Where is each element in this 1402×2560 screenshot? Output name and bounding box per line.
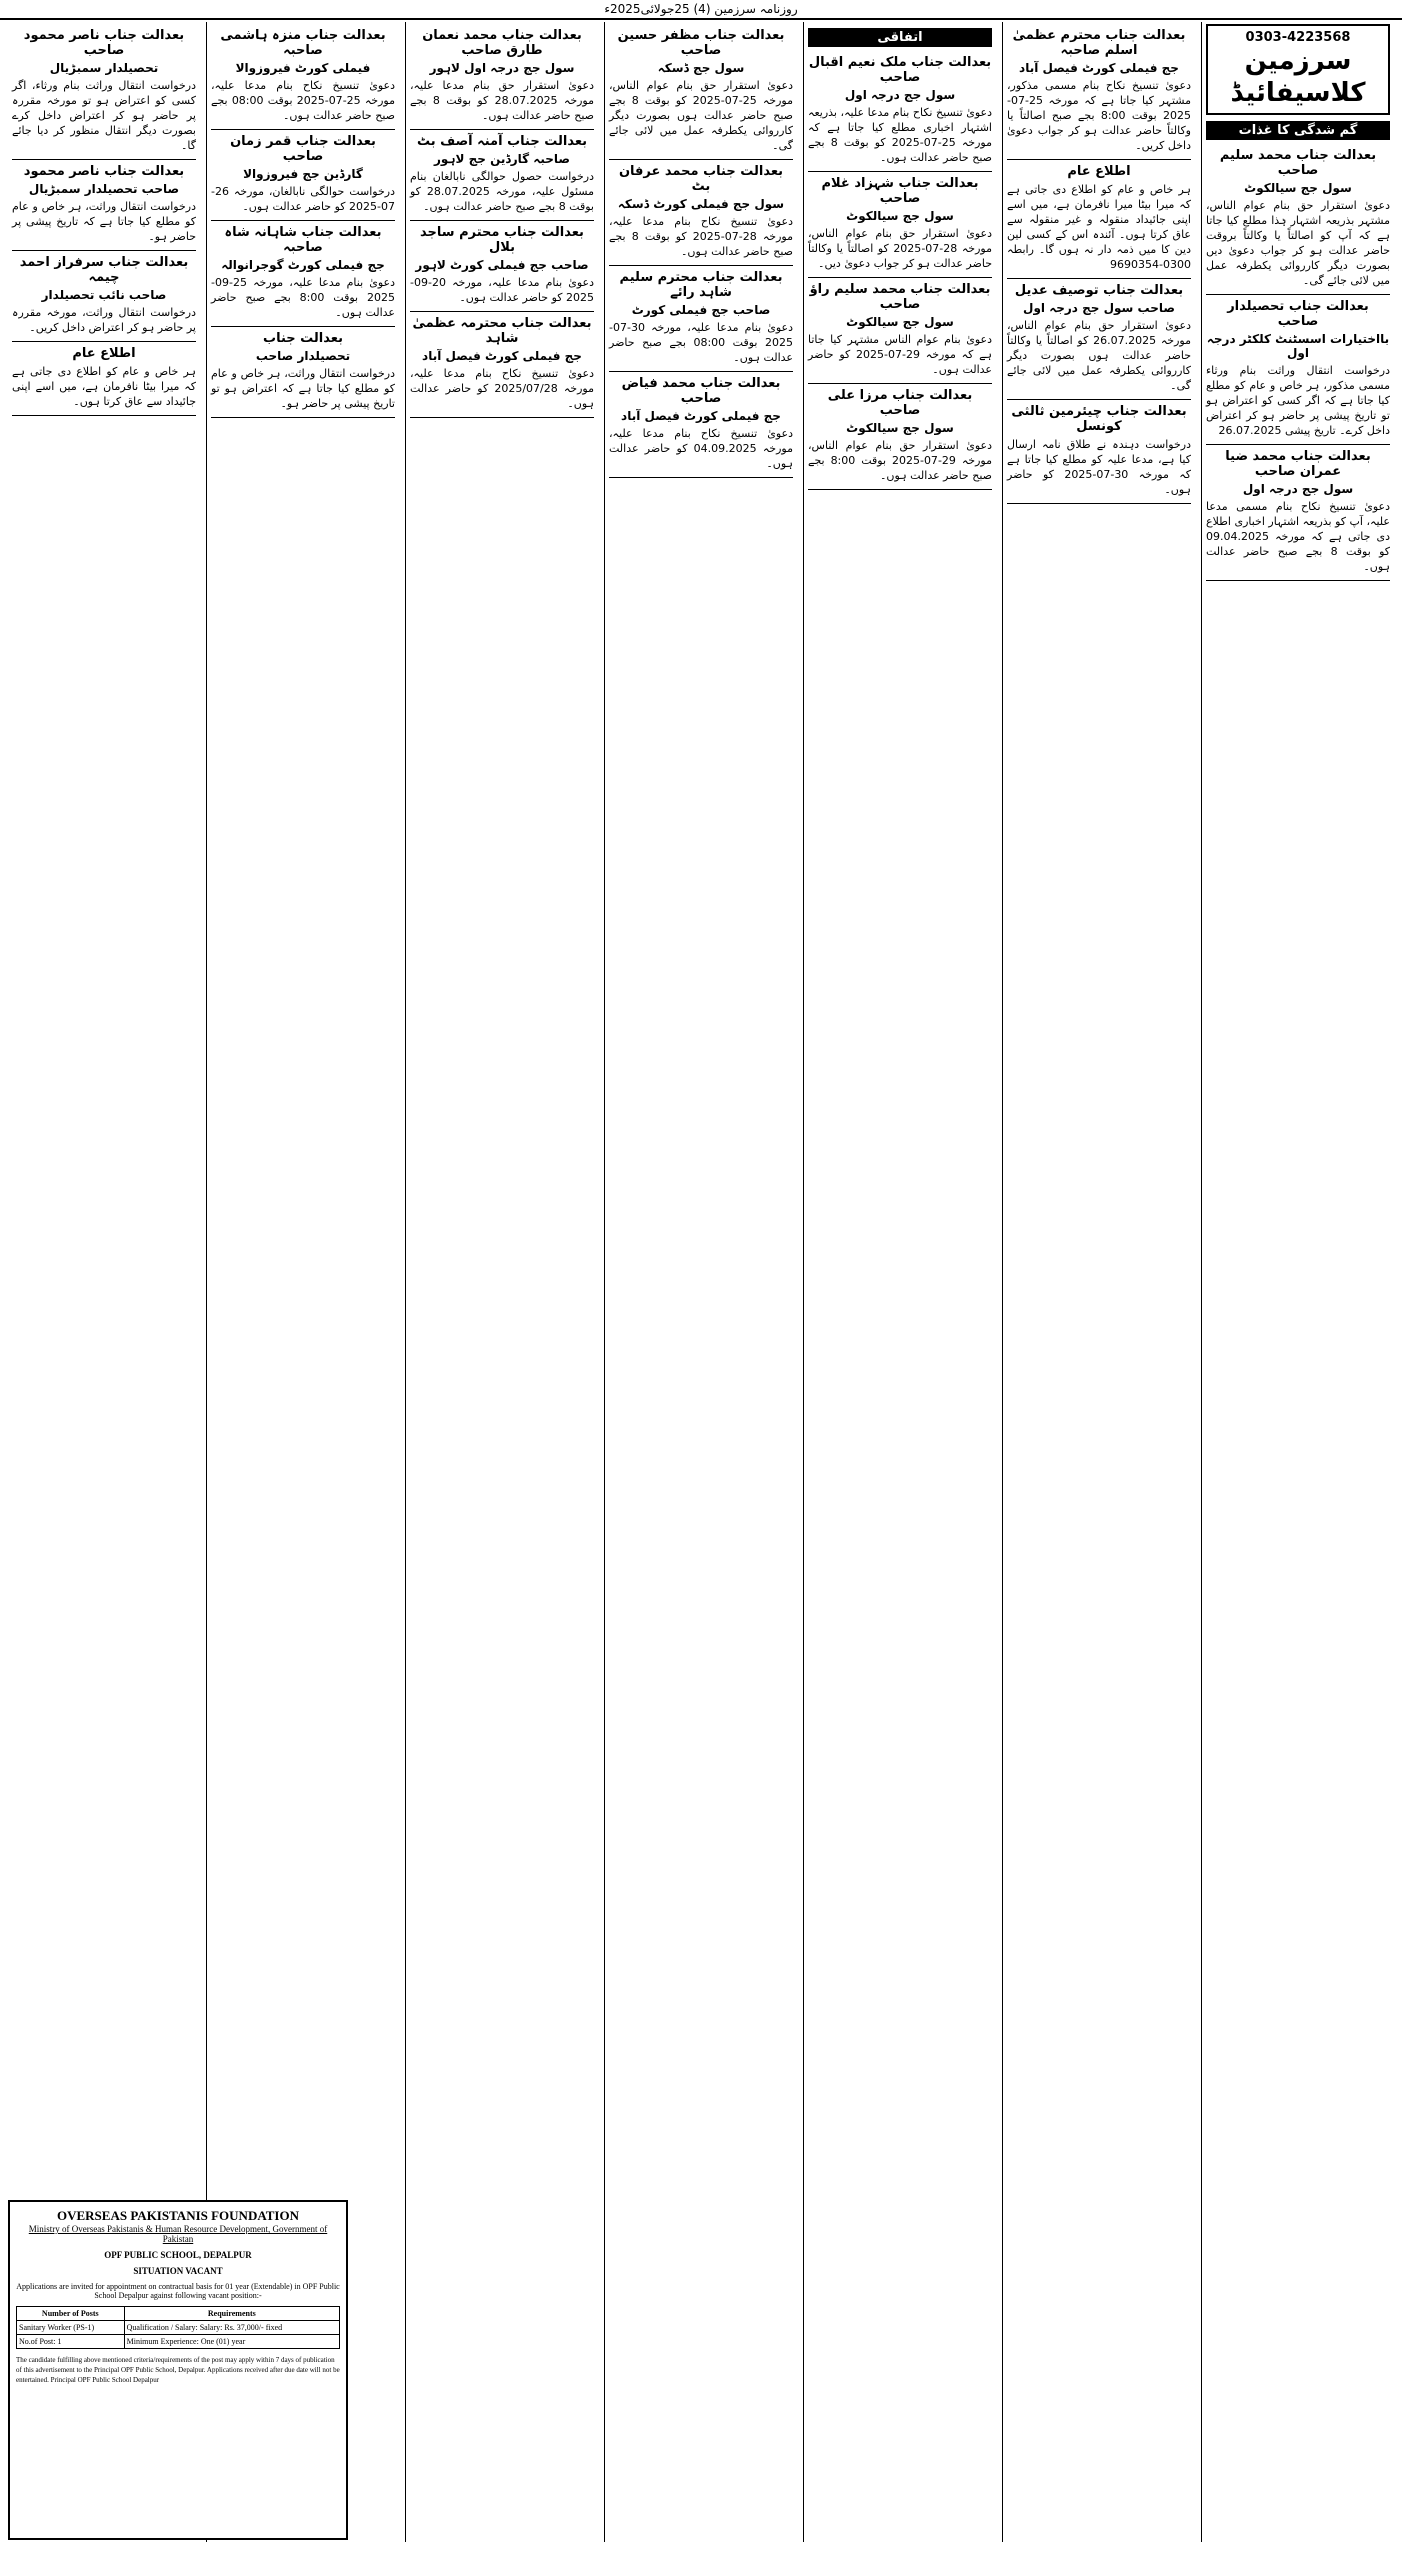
notice [1007, 160, 1191, 279]
notice-subtitle: سول جج سیالکوٹ [846, 209, 954, 223]
opf-intro: Applications are invited for appointment on contractual basis for 01 year (Extendable) in OPF Public School Depalpur against following vacant position:- [16, 2282, 340, 2300]
notice-body: درخواست انتقال وراثت، ہر خاص و عام کو مطلع کیا جاتا ہے کہ اعتراض ہو تو تاریخ پیشی پر حاضر ہو۔ [211, 367, 395, 410]
notice-title: بعدالت جناب محمد نعمان طارق صاحب [422, 28, 582, 58]
section-header: گم شدگی کا غذات [1206, 121, 1390, 140]
notice-title: بعدالت جناب محترم ساجد بلال [420, 225, 584, 255]
notice-subtitle: صاحبہ گارڈین جج لاہور [434, 152, 570, 166]
notice-subtitle: تحصیلدار سمبڑیال [49, 61, 159, 75]
notice-title: بعدالت جناب محمد فیاض صاحب [621, 376, 781, 406]
opf-cell: Minimum Experience: One (01) year [124, 2335, 339, 2349]
notice [808, 172, 992, 278]
classified-column [8, 22, 200, 2542]
notice-body: درخواست حوالگی نابالغان، مورخہ 26-07-2025 کو حاضر عدالت ہوں۔ [211, 185, 395, 213]
classified-column [803, 22, 996, 2542]
notice-body: دعویٰ تنسیخ نکاح بنام مسمی مذکور، مشتہر کیا جاتا ہے کہ مورخہ 25-07-2025 بوقت 8:00 بجے صبح اصالتاً یا وکالتاً حاضر عدالت ہو کر جواب دعویٰ داخل کریں۔ [1007, 79, 1191, 152]
notice-title: بعدالت جناب مرزا علی صاحب [827, 388, 973, 418]
notice-body: دعویٰ استقرار حق بنام عوام الناس، مورخہ 29-07-2025 بوقت 8:00 بجے صبح حاضر عدالت ہوں۔ [808, 439, 992, 482]
notice-body: دعویٰ بنام مدعا علیہ، مورخہ 20-09-2025 کو حاضر عدالت ہوں۔ [410, 276, 594, 304]
table-row [17, 2335, 340, 2349]
opf-table [16, 2306, 340, 2349]
classified-column [405, 22, 598, 2542]
notice-subtitle: گارڈین جج فیروزوالا [243, 167, 363, 181]
notice [211, 221, 395, 327]
masthead-logo: سرزمین کلاسیفائیڈ [1230, 46, 1366, 108]
notice-subtitle: جج فیملی کورٹ فیصل آباد [621, 409, 781, 423]
notice [12, 342, 196, 416]
opf-ministry: Ministry of Overseas Pakistanis & Human Resource Development, Government of Pakistan [28, 2224, 328, 2244]
notice-body: دعویٰ استقرار حق بنام عوام الناس، مورخہ 26.07.2025 کو اصالتاً یا وکالتاً حاضر عدالت ہوں بصورت دیگر کارروائی یکطرفہ عمل میں لائی جائے گی۔ [1007, 319, 1191, 392]
notice-body: دعویٰ تنسیخ نکاح بنام مدعا علیہ، مورخہ 28-07-2025 کو بوقت 8 بجے صبح حاضر عدالت ہوں۔ [609, 215, 793, 258]
notice [211, 130, 395, 221]
notice-body: دعویٰ تنسیخ نکاح بنام مدعا علیہ، مورخہ 04.09.2025 کو حاضر عدالت ہوں۔ [609, 427, 793, 470]
notice-subtitle: تحصیلدار صاحب [255, 349, 351, 363]
opf-situation: SITUATION VACANT [133, 2266, 223, 2276]
notice-subtitle: جج فیملی کورٹ فیصل آباد [422, 349, 582, 363]
opf-footer: The candidate fulfilling above mentioned criteria/requirements of the post may apply within 7 days of publication of this advertisement to the Principal OPF Public School, Depalpur. Applications received after due date will not be entertained. Principal OPF Public School Depalpur [16, 2356, 340, 2384]
notice-title: بعدالت جناب تحصیلدار صاحب [1227, 299, 1369, 329]
notice-title: بعدالت جناب محمد ضیا عمران صاحب [1225, 449, 1371, 479]
notice-title: اطلاع عام [72, 346, 136, 361]
notice [410, 221, 594, 312]
notice-body: دعویٰ تنسیخ نکاح بنام مدعا علیہ، بذریعہ اشتہار اخباری مطلع کیا جاتا ہے کہ مورخہ 25-07-2025 کو بوقت 8 بجے صبح حاضر عدالت ہوں۔ [808, 106, 992, 164]
notice-title: بعدالت جناب قمر زمان صاحب [230, 134, 376, 164]
notice-body: دعویٰ تنسیخ نکاح بنام مسمی مدعا علیہ، آپ کو بذریعہ اشتہار اخباری اطلاع دی جاتی ہے کہ مورخہ 09.04.2025 کو بوقت 8 بجے صبح حاضر عدالت ہوں۔ [1206, 500, 1390, 573]
notice [211, 327, 395, 418]
notice [410, 24, 594, 130]
notice-title: بعدالت جناب سرفراز احمد چیمہ [19, 255, 189, 285]
notice-title: بعدالت جناب آمنہ آصف بٹ [416, 134, 588, 149]
table-row [17, 2321, 340, 2335]
opf-title: OVERSEAS PAKISTANIS FOUNDATION [57, 2208, 299, 2223]
notice-subtitle: صاحب سول جج درجہ اول [1023, 301, 1175, 315]
notice-subtitle: سول جج ڈسکہ [657, 61, 745, 75]
classified-column [206, 22, 399, 2542]
notice-subtitle: صاحب جج فیملی کورٹ لاہور [415, 258, 589, 272]
notice [410, 312, 594, 418]
notice-body: دعویٰ تنسیخ نکاح بنام مدعا علیہ، مورخہ 2025/07/28 کو حاضر عدالت ہوں۔ [410, 367, 594, 410]
notice-subtitle: سول جج سیالکوٹ [846, 421, 954, 435]
masthead-phone: 0303-4223568 [1245, 30, 1351, 45]
notice-body: ہر خاص و عام کو اطلاع دی جاتی ہے کہ میرا بیٹا نافرمان ہے، میں اسے اپنی جائیداد سے عاق کرتا ہوں۔ [12, 365, 196, 408]
notice-body: درخواست حصول حوالگی نابالغان بنام مسئول علیہ، مورخہ 28.07.2025 کو بوقت 8 بجے صبح حاضر عدالت ہوں۔ [410, 170, 594, 213]
notice [1007, 279, 1191, 400]
notice-body: درخواست انتقال وراثت بنام ورثاء، اگر کسی کو اعتراض ہو تو مورخہ مقررہ پر حاضر ہو کر اعتراض داخل کرے بصورت دیگر انتقال منظور کر دیا جائے گا۔ [12, 79, 196, 152]
section-header: اتفاقی [808, 28, 992, 47]
notice-body: دعویٰ بنام مدعا علیہ، مورخہ 25-09-2025 بوقت 8:00 بجے صبح حاضر عدالت ہوں۔ [211, 276, 396, 319]
notice-body: دعویٰ استقرار حق بنام عوام الناس، مشتہر بذریعہ اشتہار ہٰذا مطلع کیا جاتا ہے کہ آپ کو اصالتاً یا وکالتاً بروقت حاضر عدالت ہو کر جواب دعویٰ دیں بصورت دیگر کارروائی یکطرفہ عمل میں لائی جائے گی۔ [1206, 199, 1390, 287]
opf-cell: No.of Post: 1 [17, 2335, 125, 2349]
notice-body: دعویٰ بنام عوام الناس مشتہر کیا جاتا ہے کہ مورخہ 29-07-2025 کو حاضر عدالت ہوں۔ [808, 333, 992, 376]
notice-title: بعدالت جناب ناصر محمود صاحب [23, 28, 185, 58]
classified-column [1201, 22, 1394, 2542]
notice-subtitle: صاحب جج فیملی کورٹ [631, 303, 771, 317]
notice-title: بعدالت جناب توصیف عدیل [1014, 283, 1184, 298]
classified-column [1002, 22, 1195, 2542]
notice [808, 51, 992, 172]
notice [211, 24, 395, 130]
notice [609, 266, 793, 372]
notice [609, 372, 793, 478]
notice-title: بعدالت جناب منزہ ہاشمی صاحبہ [220, 28, 386, 58]
notice-body: دعویٰ استقرار حق بنام مدعا علیہ، مورخہ 28.07.2025 کو بوقت 8 بجے صبح حاضر عدالت ہوں۔ [410, 79, 595, 122]
notice [609, 160, 793, 266]
notice-subtitle: جج فیملی کورٹ فیصل آباد [1019, 61, 1179, 75]
notice [410, 130, 594, 221]
notice-subtitle: صاحب تحصیلدار سمبڑیال [28, 182, 180, 196]
notice [808, 384, 992, 490]
notice-body: ہر خاص و عام کو اطلاع دی جاتی ہے کہ میرا بیٹا میرا نافرمان ہے، میں اسے اپنی جائیداد منقولہ و غیر منقولہ سے عاق کرتا ہوں۔ آئندہ اس کے کسی لین دین کا میں ذمہ دار نہ ہوں گا۔ رابطہ 0300-9690354 [1007, 183, 1191, 271]
notice-title: بعدالت جناب محترم عظمیٰ اسلم صاحبہ [1012, 28, 1186, 58]
notice-subtitle: بااختیارات اسسٹنٹ کلکٹر درجہ اول [1206, 332, 1390, 360]
notice-title: اطلاع عام [1067, 164, 1131, 179]
notice [1206, 295, 1390, 445]
notice-title: بعدالت جناب ملک نعیم اقبال صاحب [808, 55, 992, 85]
notice-body: درخواست دہندہ نے طلاق نامہ ارسال کیا ہے، مدعا علیہ کو مطلع کیا جاتا ہے کہ مورخہ 30-07-2025 کو حاضر ہوں۔ [1007, 438, 1191, 496]
notice-title: بعدالت جناب محمد عرفان بٹ [618, 164, 784, 194]
notice-subtitle: سول جج درجہ اول [844, 88, 956, 102]
classified-column [604, 22, 797, 2542]
notice-body: دعویٰ تنسیخ نکاح بنام مدعا علیہ، مورخہ 25-07-2025 بوقت 08:00 بجے صبح حاضر عدالت ہوں۔ [211, 79, 395, 122]
notice-body: دعویٰ استقرار حق بنام عوام الناس، مورخہ 25-07-2025 کو بوقت 8 بجے صبح حاضر عدالت ہوں بصورت دیگر کارروائی یکطرفہ عمل میں لائی جائے گی۔ [609, 79, 793, 152]
notice [1007, 400, 1191, 504]
notice-title: بعدالت جناب ناصر محمود [23, 164, 185, 179]
opf-table-header: Requirements [124, 2307, 339, 2321]
notice-body: دعویٰ استقرار حق بنام عوام الناس، مورخہ 28-07-2025 کو اصالتاً یا وکالتاً حاضر عدالت ہو کر جواب دعویٰ دیں۔ [808, 227, 992, 270]
notice-subtitle: جج فیملی کورٹ گوجرانوالہ [221, 258, 385, 272]
notice-title: بعدالت جناب شہزاد غلام صاحب [821, 176, 979, 206]
opf-cell: Qualification / Salary: Salary: Rs. 37,000/- fixed [124, 2321, 339, 2335]
notice [12, 160, 196, 251]
notice-title: بعدالت جناب مظفر حسین صاحب [617, 28, 785, 58]
notice-body: درخواست انتقال وراثت، مورخہ مقررہ پر حاضر ہو کر اعتراض داخل کریں۔ [12, 306, 196, 334]
opf-advertisement [8, 2200, 348, 2540]
notice [1007, 24, 1191, 160]
notice [12, 24, 196, 160]
notice [1206, 144, 1390, 295]
notice-subtitle: سول جج سیالکوٹ [1244, 181, 1352, 195]
notice-title: بعدالت جناب محمد سلیم صاحب [1219, 148, 1377, 178]
notice-subtitle: سول جج درجہ اول لاہور [429, 61, 575, 75]
notice-subtitle: فیملی کورٹ فیروزوالا [235, 61, 371, 75]
opf-cell: Sanitary Worker (PS-1) [17, 2321, 125, 2335]
notice-body: درخواست انتقال وراثت بنام ورثاء مسمی مذکور، ہر خاص و عام کو مطلع کیا جاتا ہے کہ اگر کسی کو اعتراض ہو تو تاریخ پیشی پر حاضر ہو کر اعتراض داخل کرے۔ تاریخ پیشی 26.07.2025 [1206, 364, 1390, 437]
notice-title: بعدالت جناب محترمہ عظمیٰ شاہد [412, 316, 592, 346]
classified-columns [8, 22, 1394, 2542]
notice-title: بعدالت جناب چیئرمین ثالثی کونسل [1011, 404, 1187, 434]
page-header: روزنامہ سرزمین (4) 25جولائی2025ء [0, 0, 1402, 20]
notice [808, 278, 992, 384]
notice-subtitle: صاحب نائب تحصیلدار [41, 288, 167, 302]
notice-title: بعدالت جناب محمد سلیم راؤ صاحب [809, 282, 991, 312]
notice [609, 24, 793, 160]
notice [1206, 445, 1390, 581]
notice-subtitle: سول جج فیملی کورٹ ڈسکہ [617, 197, 785, 211]
notice-title: بعدالت جناب محترم سلیم شاہد رائے [619, 270, 783, 300]
notice-body: دعویٰ بنام مدعا علیہ، مورخہ 30-07-2025 بوقت 08:00 بجے صبح حاضر عدالت ہوں۔ [609, 321, 793, 364]
opf-table-header: Number of Posts [17, 2307, 125, 2321]
notice-title: بعدالت جناب [263, 331, 343, 346]
notice-title: بعدالت جناب شاہانہ شاہ صاحبہ [224, 225, 382, 255]
notice [12, 251, 196, 342]
notice-subtitle: سول جج درجہ اول [1242, 482, 1354, 496]
notice-subtitle: سول جج سیالکوٹ [846, 315, 954, 329]
notice-body: درخواست انتقال وراثت، ہر خاص و عام کو مطلع کیا جاتا ہے کہ تاریخ پیشی پر حاضر ہو۔ [12, 200, 196, 243]
opf-school: OPF PUBLIC SCHOOL, DEPALPUR [104, 2250, 252, 2260]
masthead [1206, 24, 1390, 115]
